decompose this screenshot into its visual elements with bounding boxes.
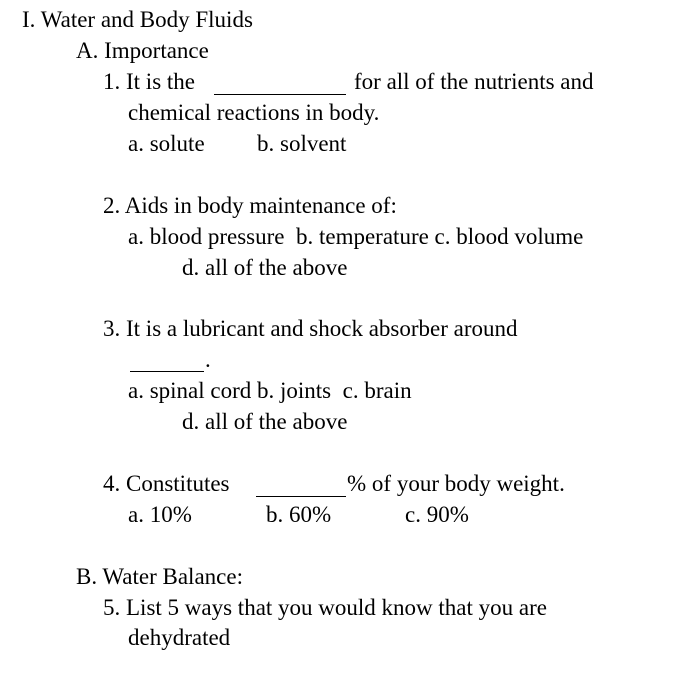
question-1-line2: chemical reactions in body. <box>128 100 380 125</box>
section-b-title: B. Water Balance: <box>76 564 243 589</box>
question-4-blank <box>256 478 346 497</box>
question-1-option-b: b. solvent <box>257 131 347 156</box>
section-a-title: A. Importance <box>76 38 209 63</box>
question-4-option-c: c. 90% <box>405 502 469 527</box>
question-2-text: 2. Aids in body maintenance of: <box>103 193 397 218</box>
question-2-option-d: d. all of the above <box>182 255 348 280</box>
question-5-line2: dehydrated <box>128 625 231 650</box>
question-1-blank <box>214 76 346 95</box>
question-3-blank <box>130 353 204 372</box>
question-1-prefix: 1. It is the <box>103 69 195 94</box>
question-2-options: a. blood pressure b. temperature c. blood volume <box>128 224 584 249</box>
question-4-option-b: b. 60% <box>266 502 332 527</box>
question-3-blank-period: . <box>205 347 211 372</box>
question-1-option-a: a. solute <box>128 131 205 156</box>
question-1-suffix: for all of the nutrients and <box>354 69 594 94</box>
question-4-prefix: 4. Constitutes <box>103 471 230 496</box>
question-4-option-a: a. 10% <box>128 502 192 527</box>
question-5-line1: 5. List 5 ways that you would know that you are <box>103 595 547 620</box>
question-3-options: a. spinal cord b. joints c. brain <box>128 378 412 403</box>
question-3-option-d: d. all of the above <box>182 409 348 434</box>
outline-heading: I. Water and Body Fluids <box>22 7 253 32</box>
question-3-text: 3. It is a lubricant and shock absorber around <box>103 316 518 341</box>
question-4-suffix: % of your body weight. <box>347 471 565 496</box>
